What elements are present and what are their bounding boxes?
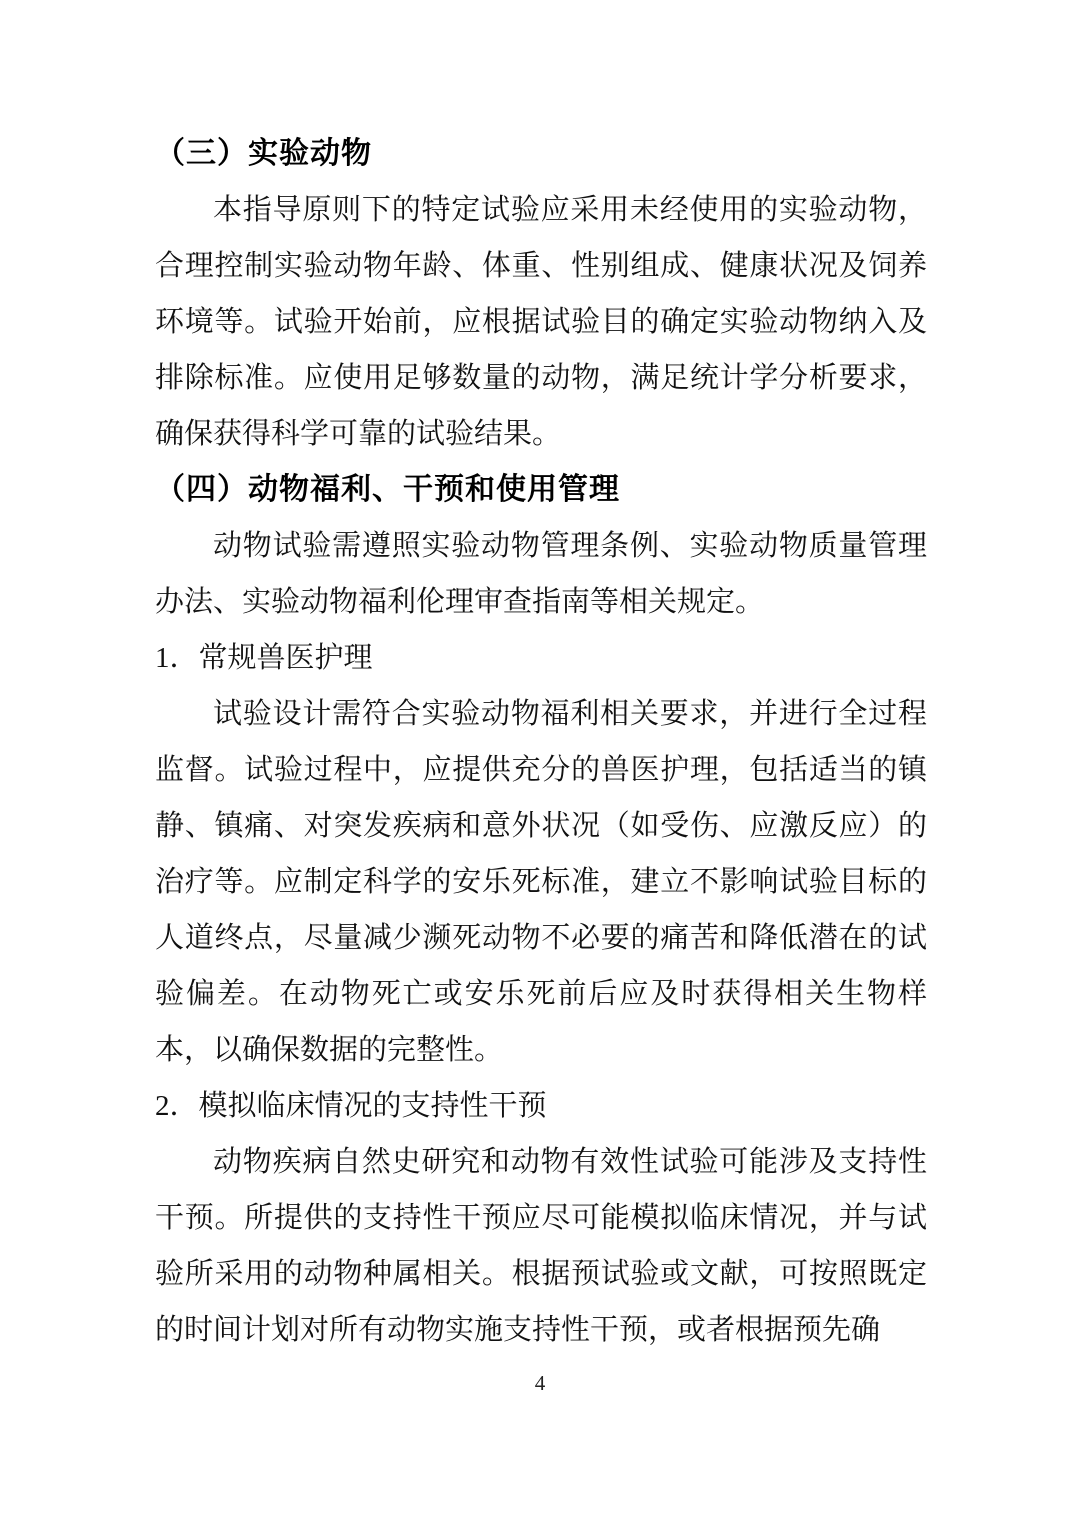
body-paragraph: 动物疾病自然史研究和动物有效性试验可能涉及支持性干预。所提供的支持性干预应尽可能模拟临床情况，并与试验所采用的动物种属相关。根据预试验或文献，可按照既定的时间计划对所有动物实施支持性干预，或者根据预先确 [155, 1146, 927, 1346]
body-paragraph: 试验设计需符合实验动物福利相关要求，并进行全过程监督。试验过程中，应提供充分的兽医护理，包括适当的镇静、镇痛、对突发疾病和意外状况（如受伤、应激反应）的治疗等。应制定科学的安乐死标准，建立不影响试验目标的人道终点，尽量减少濒死动物不必要的痛苦和降低潜在的试验偏差。在动物死亡或安乐死前后应及时获得相关生物样本，以确保数据的完整性。 [155, 698, 927, 1066]
body-paragraph: 本指导原则下的特定试验应采用未经使用的实验动物，合理控制实验动物年龄、体重、性别组成、健康状况及饲养环境等。试验开始前，应根据试验目的确定实验动物纳入及排除标准。应使用足够数量的动物，满足统计学分析要求，确保获得科学可靠的试验结果。 [155, 194, 927, 450]
section-heading: （三）实验动物 [155, 137, 372, 170]
page-number: 4 [534, 1371, 546, 1395]
body-paragraph: 动物试验需遵照实验动物管理条例、实验动物质量管理办法、实验动物福利伦理审查指南等相关规定。 [155, 530, 927, 618]
numbered-item: 1．常规兽医护理 [155, 642, 373, 674]
numbered-item: 2．模拟临床情况的支持性干预 [155, 1090, 547, 1122]
document-body [155, 126, 927, 1358]
section-heading: （四）动物福利、干预和使用管理 [155, 473, 620, 506]
